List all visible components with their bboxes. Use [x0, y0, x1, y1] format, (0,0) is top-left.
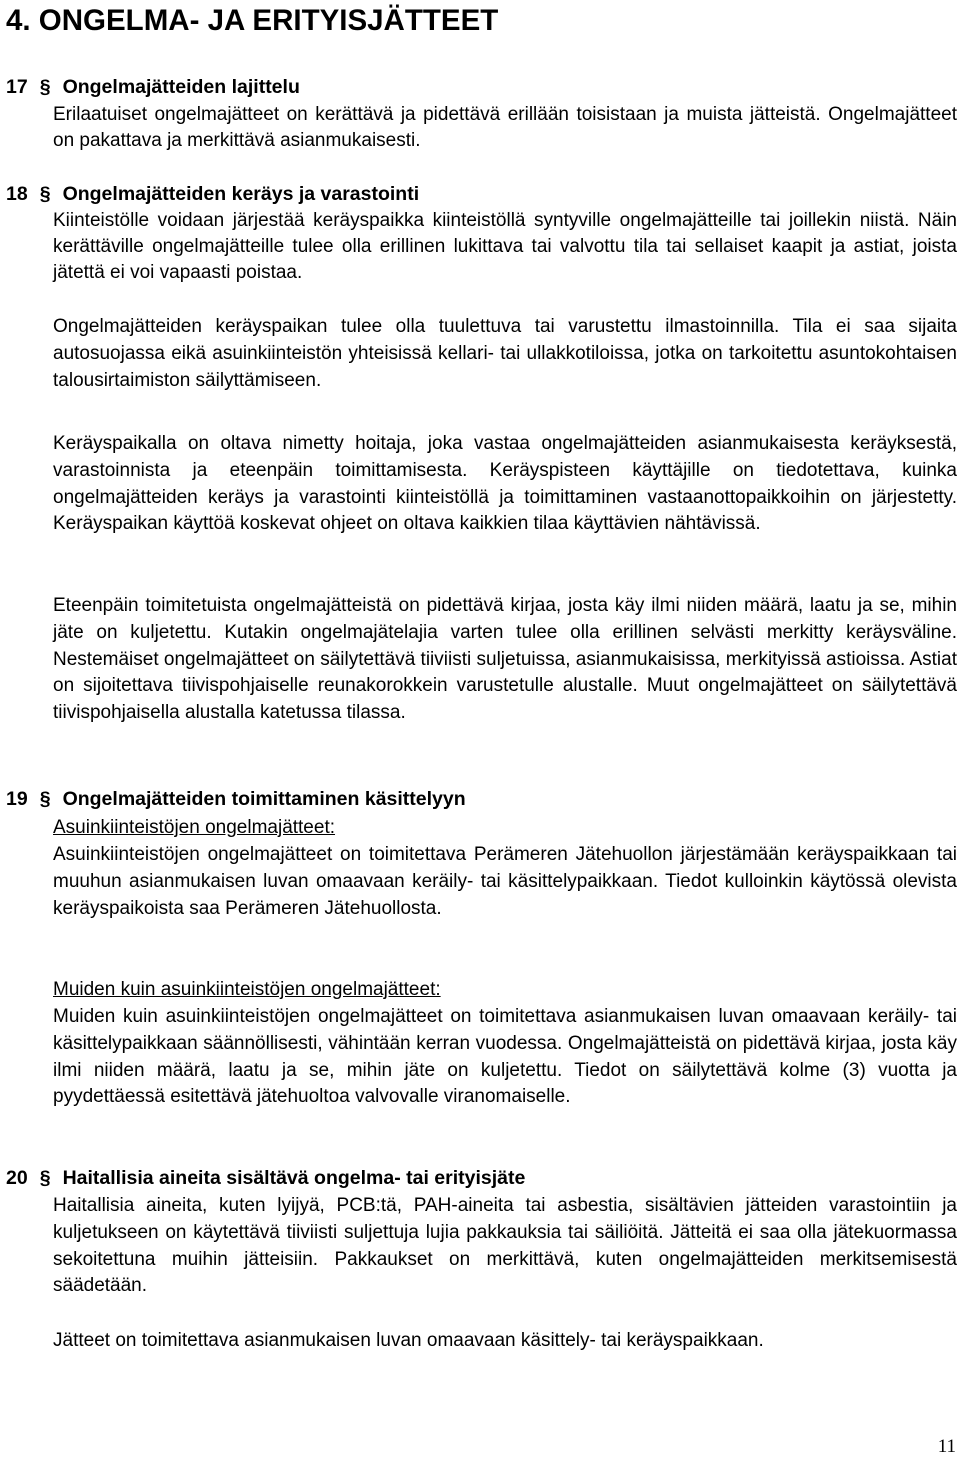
section-title: Ongelmajätteiden lajittelu [62, 76, 300, 98]
section-19-heading [6, 786, 466, 812]
section-18-paragraph-3: Keräyspaikalla on oltava nimetty hoitaja, joka vastaa ongelmajätteiden asianmukaisesta keräyksestä, varastoinnista ja eteenpäin toimittamisesta. Keräyspisteen käyttäjille on tiedotettava, kuinka ongelmajätteiden keräys ja varastointi kiinteistöllä ja toimittaminen vastaanottopaikkoihin on järjestetty. Keräyspaikan käyttöä koskevat ohjeet on oltava kaikkien tilaa käyttävien nähtävissä. [53, 433, 957, 535]
paragraph-sign: § [39, 76, 51, 98]
subsection-text-non-residential: Muiden kuin asuinkiinteistöjen ongelmajätteet on toimitettava asianmukaisen luvan omaavaan keräily- tai käsittelypaikkaan säännöllisesti, vähintään kerran vuodessa. Ongelmajätteistä on pidettävä kirjaa, josta käy ilmi niiden määrä, laatu ja se, mihin jäte on kuljetettu. Tiedot on säilytettävä kolme (3) vuotta ja pyydettäessä esitettävä jätehuoltoa valvovalle viranomaiselle. [53, 1006, 957, 1108]
section-18-paragraph-2: Ongelmajätteiden keräyspaikan tulee olla tuulettuva tai varustettu ilmastoinnilla. Tila ei saa sijaita autosuojassa eikä asuinkiinteistön yhteisissä kellari- tai ullakkotiloissa, jotka on tarkoitettu asuntokohtaisen talousirtaimiston säilyttämiseen. [53, 316, 957, 391]
section-number: 17 [6, 76, 28, 98]
section-20-heading [6, 1165, 525, 1191]
section-18-paragraph-4: Eteenpäin toimitetuista ongelmajätteistä on pidettävä kirjaa, josta käy ilmi niiden määrä, laatu ja se, mihin jäte on kuljetettu. Kutakin ongelmajätelajia varten tulee olla erillinen selvästi merkitty keräysväline. Nestemäiset ongelmajätteet on säilytettävä tiiviisti suljetuissa, asianmukaisissa, merkityissä astioissa. Astiat on sijoitettava tiivispohjaiselle reunakorokkein varustetulle alustalle. Muut ongelmajätteet on säilytettävä tiivispohjaisella alustalla katetussa tilassa. [53, 595, 957, 724]
section-18-paragraph-1: Kiinteistölle voidaan järjestää keräyspaikka kiinteistöllä syntyville ongelmajätteille tai joillekin niistä. Näin kerättäville ongelmajätteille tulee olla erillinen lukittava tai valvottu tila tai sellaiset kaapit ja astiat, joista jätettä ei voi vapaasti poistaa. [53, 210, 957, 284]
section-title: Ongelmajätteiden keräys ja varastointi [62, 183, 420, 205]
section-20-paragraph-2: Jätteet on toimitettava asianmukaisen luvan omaavaan käsittely- tai keräyspaikkaan. [53, 1330, 764, 1351]
section-18-heading [6, 181, 419, 207]
section-number: 18 [6, 183, 28, 205]
section-17-paragraph-1: Erilaatuiset ongelmajätteet on kerättävä ja pidettävä erillään toisistaan ja muista jätteistä. Ongelmajätteet on pakattava ja merkittävä asianmukaisesti. [53, 104, 957, 152]
page-number: 11 [937, 1436, 956, 1457]
paragraph-sign: § [39, 183, 51, 205]
paragraph-sign: § [39, 1167, 51, 1189]
section-20-paragraph-1: Haitallisia aineita, kuten lyijyä, PCB:tä, PAH-aineita tai asbestia, sisältävien jätteiden varastointiin ja kuljetukseen on käytettävä tiiviisti suljettuja lujia pakkauksia tai säiliöitä. Jätteitä ei saa olla jätekuormassa sekoitettuna muihin jätteisiin. Pakkaukset on merkittävä, kuten ongelmajätteiden merkitsemisestä säädetään. [53, 1195, 957, 1297]
section-17-heading [6, 74, 300, 100]
chapter-title: 4. ONGELMA- JA ERITYISJÄTTEET [6, 4, 499, 37]
subsection-heading-non-residential: Muiden kuin asuinkiinteistöjen ongelmajätteet: [53, 979, 441, 1000]
section-title: Haitallisia aineita sisältävä ongelma- tai erityisjäte [62, 1167, 526, 1189]
subsection-heading-residential: Asuinkiinteistöjen ongelmajätteet: [53, 817, 336, 838]
section-number: 19 [6, 788, 28, 810]
paragraph-sign: § [39, 788, 51, 810]
section-title: Ongelmajätteiden toimittaminen käsittelyyn [62, 788, 466, 810]
subsection-text-residential: Asuinkiinteistöjen ongelmajätteet on toimitettava Perämeren Jätehuollon järjestämään keräyspaikkaan tai muuhun asianmukaisen luvan omaavaan keräily- tai käsittelypaikkaan. Tiedot kulloinkin käytössä olevista keräyspaikoista saa Perämeren Jätehuollosta. [53, 844, 957, 919]
section-number: 20 [6, 1167, 28, 1189]
